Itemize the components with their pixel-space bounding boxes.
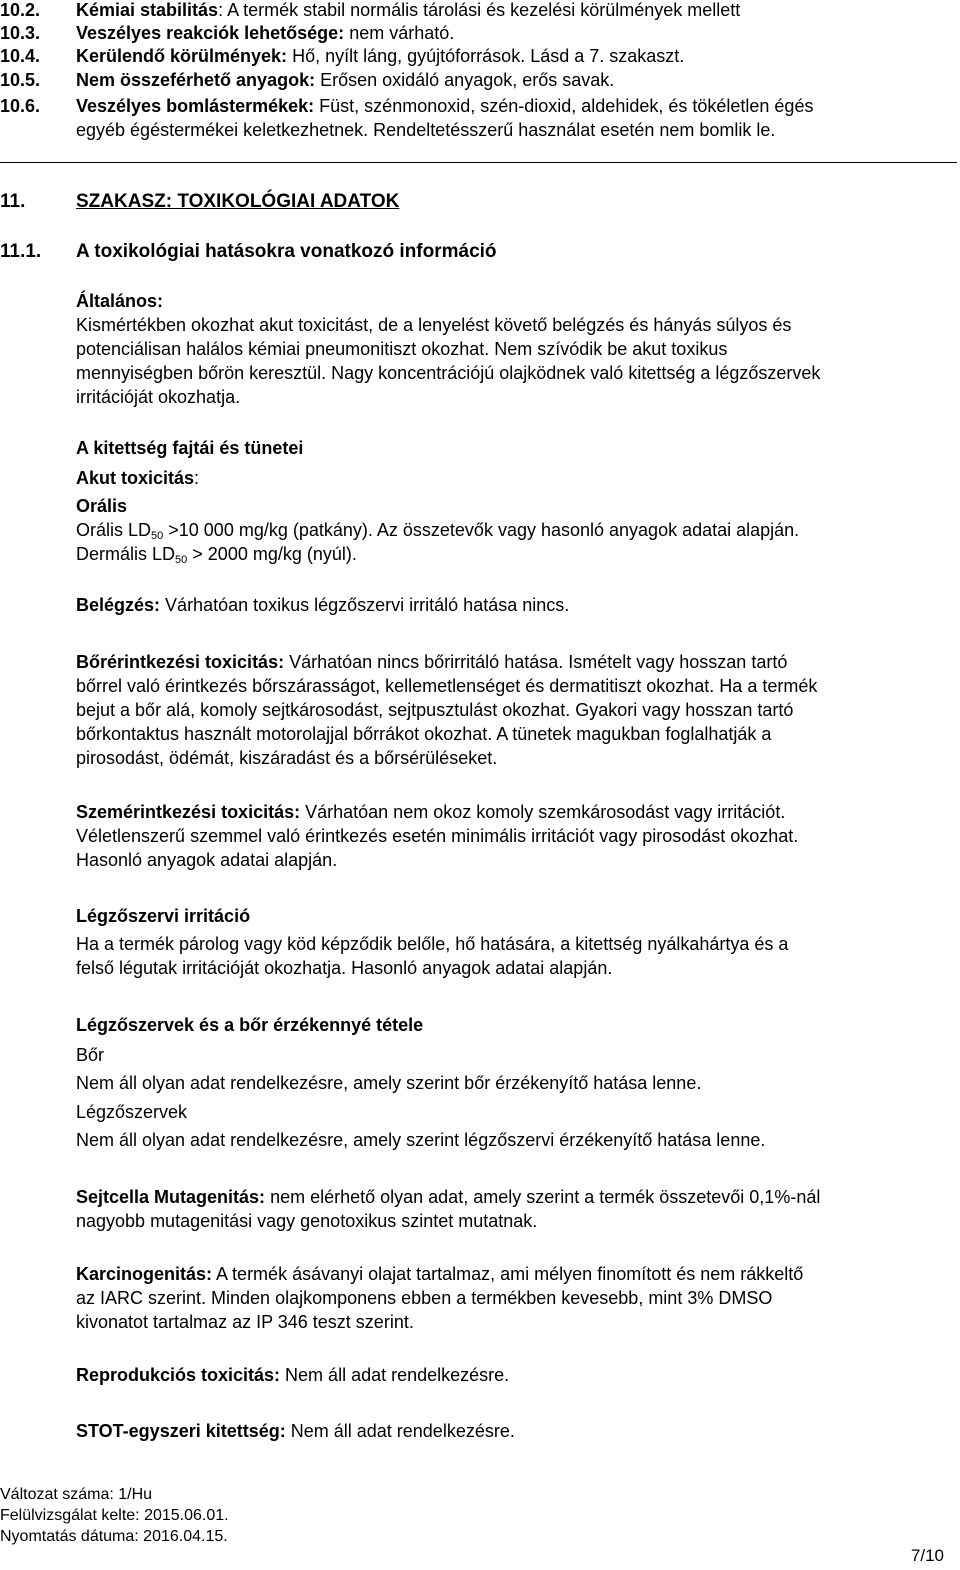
sensitisation-resp-text: Nem áll olyan adat rendelkezésre, amely szerint légzőszervi érzékenyítő hatása lenne. xyxy=(76,1130,766,1150)
footer-version: Változat száma: 1/Hu xyxy=(0,1486,153,1503)
item-text: Hő, nyílt láng, gyújtóforrások. Lásd a 7. szakaszt. xyxy=(292,46,685,66)
carcinogenicity-line: Karcinogenitás: A termék ásávanyi olajat tartalmaz, ami mélyen finomított és nem rákkeltő xyxy=(76,1264,804,1284)
general-text-line: Kismértékben okozhat akut toxicitást, de a lenyelést követő belégzés és hányás súlyos és xyxy=(76,315,792,335)
subsection-title: A toxikológiai hatásokra vonatkozó információ xyxy=(76,241,497,262)
item-text: A termék stabil normális tárolási és kezelési körülmények mellett xyxy=(227,0,741,20)
stot-single-paragraph: STOT-egyszeri kitettség: Nem áll adat rendelkezésre. xyxy=(76,1421,515,1441)
exposure-heading: A kitettség fajtái és tünetei xyxy=(76,438,304,458)
carcinogenicity-line: az IARC szerint. Minden olajkomponens ebben a termékben kevesebb, mint 3% DMSO xyxy=(76,1288,773,1308)
sensitisation-resp-title: Légzőszervek xyxy=(76,1102,188,1122)
oral-heading: Orális xyxy=(76,496,128,516)
subsection-number: 11.1. xyxy=(0,241,42,262)
footer-print-date: Nyomtatás dátuma: 2016.04.15. xyxy=(0,1528,228,1545)
eye-toxicity-line: Véletlenszerű szemmel való érintkezés esetén minimális irritációt vagy pirosodást okozhat. xyxy=(76,826,799,846)
general-text-line: mennyiségben bőrön keresztül. Nagy koncentrációjú olajködnek való kitettség a légzőszervek xyxy=(76,363,821,383)
resp-irritation-line: felső légutak irritációját okozhatja. Hasonló anyagok adatai alapján. xyxy=(76,958,613,978)
acute-toxicity-label: Akut toxicitás: xyxy=(76,468,200,488)
inhalation-paragraph: Belégzés: Várhatóan toxikus légzőszervi irritáló hatása nincs. xyxy=(76,595,570,615)
section-title: SZAKASZ: TOXIKOLÓGIAI ADATOK xyxy=(76,191,400,212)
footer-revision-date: Felülvizsgálat kelte: 2015.06.01. xyxy=(0,1507,229,1524)
item-number: 10.6. xyxy=(0,96,41,116)
section-number: 11. xyxy=(0,191,26,212)
skin-toxicity-line: bejut a bőr alá, komoly sejtkárosodást, sejtpusztulást okozhat. Gyakori vagy hosszan tartó xyxy=(76,700,794,720)
skin-toxicity-line: bőrkontaktus használt motorolajjal bőrrákot okozhat. A tünetek magukban foglalhatják a xyxy=(76,724,772,744)
section-11-heading xyxy=(0,190,400,214)
page-number: 7/10 xyxy=(910,1546,944,1565)
item-number: 10.5. xyxy=(0,70,41,90)
general-label: Általános: xyxy=(76,291,164,311)
item-label: Veszélyes bomlástermékek: xyxy=(76,96,315,116)
item-label: Nem összeférhető anyagok: xyxy=(76,70,316,90)
oral-ld50-line: Orális $LD_{50} >10$ 000 mg/kg (patkány). Az összetevők vagy hasonló anyagok adatai alapján. xyxy=(76,520,800,542)
general-text-line: potenciálisan halálos kémiai pneumonitiszt okozhat. Nem szívódik be akut toxikus xyxy=(76,339,728,359)
item-label: Kémiai stabilitás xyxy=(76,0,219,20)
dermal-ld50-line: Dermális $LD_{50} > 2000$ mg/kg (nyúl). xyxy=(76,544,357,566)
eye-toxicity-line: Szemérintkezési toxicitás: Várhatóan nem okoz komoly szemkárosodást vagy irritációt. xyxy=(76,802,786,822)
sensitisation-skin-text: Nem áll olyan adat rendelkezésre, amely szerint bőr érzékenyítő hatása lenne. xyxy=(76,1073,702,1093)
resp-irritation-heading: Légzőszervi irritáció xyxy=(76,906,251,926)
carcinogenicity-line: kivonatot tartalmaz az IP 346 teszt szerint. xyxy=(76,1312,414,1332)
section-10-6-continuation: egyéb égéstermékei keletkezhetnek. Rendeltetésszerű használat esetén nem bomlik le. xyxy=(76,120,776,140)
item-number: 10.2. xyxy=(0,0,41,20)
item-label: Veszélyes reakciók lehetősége: xyxy=(76,23,345,43)
item-label: Kerülendő körülmények: xyxy=(76,46,288,66)
item-number: 10.4. xyxy=(0,46,41,66)
skin-toxicity-line: pirosodást, ödémát, kiszáradást és a bőrsérüléseket. xyxy=(76,748,498,768)
mutagenicity-line: nagyobb mutagenitási vagy genotoxikus szintet mutatnak. xyxy=(76,1211,538,1231)
general-text-line: irritációját okozhatja. xyxy=(76,387,241,407)
skin-toxicity-line: Bőrérintkezési toxicitás: Várhatóan nincs bőrirritáló hatása. Ismételt vagy hosszan tartó xyxy=(76,652,788,672)
eye-toxicity-line: Hasonló anyagok adatai alapján. xyxy=(76,850,338,870)
mutagenicity-line: Sejtcella Mutagenitás: nem elérhető olyan adat, amely szerint a termék összetevői 0,1%-nál xyxy=(76,1187,821,1207)
document-page: 10.2. Kémiai stabilitás: A termék stabil normális tárolási és kezelési körülmények mellett 10.3. Veszélyes reakciók lehetősége: nem várható. 10.4. Kerülendő körülmények: Hő, nyílt láng, gyújtóforrások. Lásd a 7. szakaszt. 10.5. Nem összeférhető anyagok: Erősen oxidáló anyagok, erős savak. 10.6. Veszélyes bomlástermékek: Füst, szénmonoxid, szén-dioxid, aldehidek, és tökéletlen égés egyéb égéstermékei keletkezhetnek. Rendeltetésszerű használat esetén nem bomlik le. 11. SZAKASZ: TOXIKOLÓGIAI ADATOK 11.1. A toxikológiai hatásokra vonatkozó információ Általános: Kismértékben okozhat akut toxicitást, de a lenyelést követő belégzés és hányás súlyos és potenciálisan halálos kémiai pneumonitiszt okozhat. Nem szívódik be akut toxikus mennyiségben bőrön keresztül. Nagy koncentrációjú olajködnek való kitettség a légzőszervek irritációját okozhatja. A kitettség fajtái és tünetei Akut toxicitás: Orális Orális $LD_{50} >10$ 000 mg/kg (patkány). Az összetevők vagy hasonló anyagok adatai alapján. Dermális $LD_{50} > 2000$ mg/kg (nyúl). Belégzés: Várhatóan toxikus légzőszervi irritáló hatása nincs. Bőrérintkezési toxicitás: Várhatóan nincs bőrirritáló hatása. Ismételt vagy hosszan tartó bőrrel való érintkezés bőrszárasságot, kellemetlenséget és dermatitiszt okozhat. Ha a termék bejut a bőr alá, komoly sejtkárosodást, sejtpusztulást okozhat. Gyakori vagy hosszan tartó bőrkontaktus használt motorolajjal bőrrákot okozhat. A tünetek magukban foglalhatják a pirosodást, ödémát, kiszáradást és a bőrsérüléseket. Szemérintkezési toxicitás: Várhatóan nem okoz komoly szemkárosodást vagy irritációt. Véletlenszerű szemmel való érintkezés esetén minimális irritációt vagy pirosodást okozhat. Hasonló anyagok adatai alapján. Légzőszervi irritáció Ha a termék párolog vagy köd képződik belőle, hő hatására, a kitettség nyálkahártya és a felső légutak irritációját okozhatja. Hasonló anyagok adatai alapján. Légzőszervek és a bőr érzékennyé tétele Bőr Nem áll olyan adat rendelkezésre, amely szerint bőr érzékenyítő hatása lenne. Légzőszervek Nem áll olyan adat rendelkezésre, amely szerint légzőszervi érzékenyítő hatása lenne. Sejtcella Mutagenitás: nem elérhető olyan adat, amely szerint a termék összetevői 0,1%-nál nagyobb mutagenitási vagy genotoxikus szintet mutatnak. Karcinogenitás: A termék ásávanyi olajat tartalmaz, ami mélyen finomított és nem rákkeltő az IARC szerint. Minden olajkomponens ebben a termékben kevesebb, mint 3% DMSO kivonatot tartalmaz az IP 346 teszt szerint. Reprodukciós toxicitás: Nem áll adat rendelkezésre. STOT-egyszeri kitettség: Nem áll adat rendelkezésre. Változat száma: 1/Hu Felülvizsgálat kelte: 2015.06.01. Nyomtatás dátuma: 2016.04.15. 7/10 xyxy=(0,0,960,1570)
sensitisation-heading: Légzőszervek és a bőr érzékennyé tétele xyxy=(76,1015,424,1035)
skin-toxicity-line: bőrrel való érintkezés bőrszárasságot, kellemetlenséget és dermatitiszt okozhat. Ha a termék xyxy=(76,676,818,696)
item-text: Erősen oxidáló anyagok, erős savak. xyxy=(320,70,615,90)
item-text: nem várható. xyxy=(349,23,455,43)
item-number: 10.3. xyxy=(0,23,41,43)
resp-irritation-line: Ha a termék párolog vagy köd képződik belőle, hő hatására, a kitettség nyálkahártya és a xyxy=(76,934,789,954)
subsection-11-1 xyxy=(0,240,497,264)
section-divider xyxy=(0,162,957,163)
item-text: Füst, szénmonoxid, szén-dioxid, aldehidek, és tökéletlen égés xyxy=(319,96,814,116)
reproductive-toxicity-paragraph: Reprodukciós toxicitás: Nem áll adat rendelkezésre. xyxy=(76,1365,510,1385)
sensitisation-skin-title: Bőr xyxy=(76,1045,105,1065)
